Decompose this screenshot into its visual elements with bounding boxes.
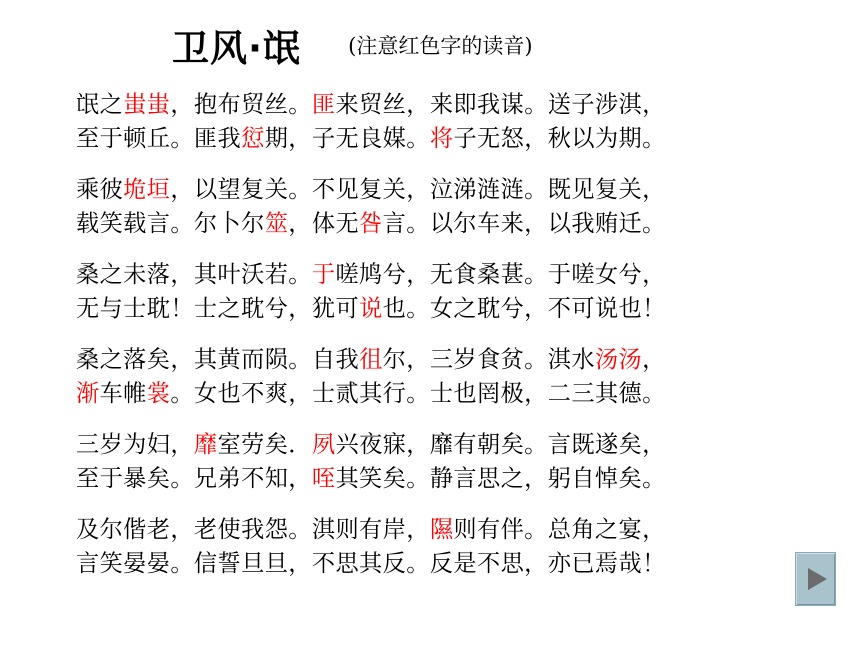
text-segment: 其笑矣。静言思之，躬自悼矣。 xyxy=(335,465,666,492)
highlighted-char: 蚩蚩 xyxy=(123,91,171,118)
text-segment: 乘彼 xyxy=(76,176,124,203)
text-segment: 室劳矣． xyxy=(217,431,312,458)
highlighted-char: 说 xyxy=(359,295,383,322)
poem-line xyxy=(76,173,816,207)
poem-line xyxy=(76,207,816,241)
text-segment: ，抱布贸丝。 xyxy=(170,91,312,118)
text-segment: 子无怒，秋以为期。 xyxy=(453,125,666,152)
highlighted-char: 靡 xyxy=(193,431,218,458)
poem-line xyxy=(76,377,816,411)
stanza xyxy=(76,343,816,411)
highlighted-char: 咎 xyxy=(359,210,383,237)
highlighted-char: 匪 xyxy=(311,91,336,118)
text-segment: 来贸丝，来即我谋。送子涉淇， xyxy=(335,91,666,118)
text-segment: 桑之未落，其叶沃若。 xyxy=(76,261,312,288)
text-segment: 。女也不爽，士贰其行。士也罔极，二三其德。 xyxy=(170,380,666,407)
highlighted-char: 愆 xyxy=(241,125,265,152)
highlighted-char: 渐 xyxy=(76,380,100,407)
highlighted-char: 夙 xyxy=(311,431,336,458)
text-segment: ，体无 xyxy=(288,210,360,237)
poem-line xyxy=(76,462,816,496)
poem-line xyxy=(76,513,816,547)
highlighted-char: 于 xyxy=(311,261,336,288)
text-segment: 车帷 xyxy=(99,380,147,407)
stanza xyxy=(76,88,816,156)
page-subtitle: (注意红色字的读音) xyxy=(348,34,533,58)
text-segment: 至于暴矣。兄弟不知， xyxy=(76,465,312,492)
text-segment: 及尔偕老，老使我怨。淇则有岸， xyxy=(76,516,430,543)
text-segment: 三岁为妇， xyxy=(76,431,194,458)
highlighted-char: 徂 xyxy=(359,346,383,373)
stanza xyxy=(76,513,816,581)
text-segment: 桑之落矣，其黄而陨。自我 xyxy=(76,346,360,373)
text-segment: 至于顿丘。匪我 xyxy=(76,125,242,152)
play-icon xyxy=(808,568,827,590)
text-segment: 期，子无良媒。 xyxy=(264,125,430,152)
stanza xyxy=(76,173,816,241)
text-segment: 尔，三岁食贫。淇水 xyxy=(382,346,595,373)
text-segment: 氓之 xyxy=(76,91,124,118)
highlighted-char: 将 xyxy=(429,125,454,152)
poem-line xyxy=(76,343,816,377)
next-slide-button[interactable] xyxy=(795,552,836,606)
text-segment: 载笑载言。尔卜尔 xyxy=(76,210,265,237)
text-segment: ，以望复关。不见复关，泣涕涟涟。既见复关， xyxy=(170,176,666,203)
text-segment: 兴夜寐，靡有朝矣。言既遂矣， xyxy=(335,431,666,458)
text-segment: 则有伴。总角之宴， xyxy=(453,516,666,543)
text-segment: 言。以尔车来，以我贿迁。 xyxy=(382,210,666,237)
poem-line xyxy=(76,547,816,581)
poem-line xyxy=(76,122,816,156)
highlighted-char: 隰 xyxy=(429,516,454,543)
text-segment: ， xyxy=(642,346,666,373)
poem-line xyxy=(76,88,816,122)
highlighted-char: 汤汤 xyxy=(594,346,643,373)
poem-line xyxy=(76,428,816,462)
stanza xyxy=(76,258,816,326)
header xyxy=(172,18,533,74)
text-segment: 也。女之耽兮，不可说也！ xyxy=(382,295,666,322)
highlighted-char: 裳 xyxy=(146,380,171,407)
text-segment: 无与士耽！士之耽兮，犹可 xyxy=(76,295,360,322)
text-segment: 嗟鸠兮，无食桑葚。于嗟女兮， xyxy=(335,261,666,288)
stanza xyxy=(76,428,816,496)
poem-line xyxy=(76,292,816,326)
highlighted-char: 咥 xyxy=(311,465,336,492)
poem-line xyxy=(76,258,816,292)
highlighted-char: 垝垣 xyxy=(123,176,171,203)
poem-body xyxy=(76,88,816,598)
highlighted-char: 筮 xyxy=(264,210,289,237)
page-title: 卫风·氓 xyxy=(172,27,302,70)
text-segment: 言笑晏晏。信誓旦旦，不思其反。反是不思，亦已焉哉！ xyxy=(76,550,666,577)
